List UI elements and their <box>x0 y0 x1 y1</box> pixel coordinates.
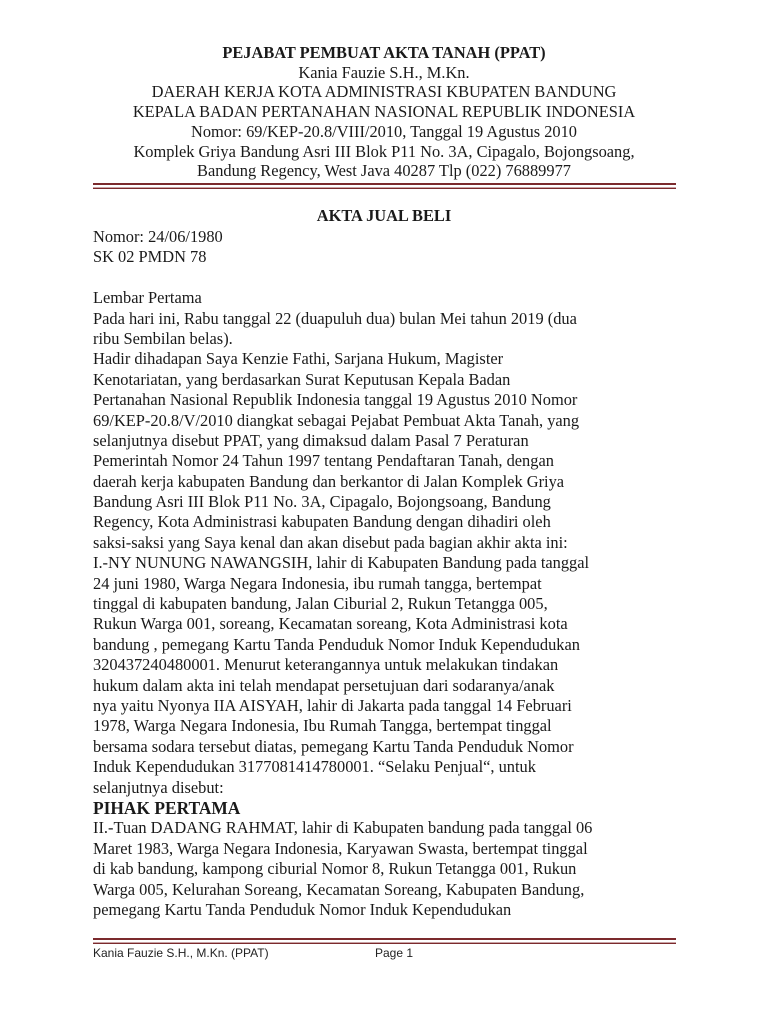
body-line: saksi-saksi yang Saya kenal dan akan disebut pada bagian akhir akta ini: <box>93 532 568 552</box>
letterhead <box>0 43 768 181</box>
body-line: bandung , pemegang Kartu Tanda Penduduk Nomor Induk Kependudukan <box>93 634 580 654</box>
body-line: Bandung Asri III Blok P11 No. 3A, Cipagalo, Bojongsoang, Bandung <box>93 492 551 512</box>
body-line: Pertanahan Nasional Republik Indonesia tanggal 19 Agustus 2010 Nomor <box>93 390 578 410</box>
letterhead-region: DAERAH KERJA KOTA ADMINISTRASI KBUPATEN BANDUNG <box>151 82 617 102</box>
body-line: tinggal di kabupaten bandung, Jalan Ciburial 2, Rukun Tetangga 005, <box>93 594 548 614</box>
document-body <box>93 227 693 920</box>
body-line: Hadir dihadapan Saya Kenzie Fathi, Sarjana Hukum, Magister <box>93 349 504 369</box>
body-line: 1978, Warga Negara Indonesia, Ibu Rumah Tangga, bertempat tinggal <box>93 716 552 736</box>
body-line: Rukun Warga 001, soreang, Kecamatan soreang, Kota Administrasi kota <box>93 614 568 634</box>
body-line: Induk Kependudukan 3177081414780001. “Selaku Penjual“, untuk <box>93 757 536 777</box>
letterhead-name: Kania Fauzie S.H., M.Kn. <box>298 62 470 82</box>
body-line: selanjutnya disebut PPAT, yang dimaksud dalam Pasal 7 Peraturan <box>93 430 529 450</box>
body-line: Maret 1983, Warga Negara Indonesia, Karyawan Swasta, bertempat tinggal <box>93 838 588 858</box>
body-line: 69/KEP-20.8/V/2010 diangkat sebagai Pejabat Pembuat Akta Tanah, yang <box>93 410 580 430</box>
body-line: Lembar Pertama <box>93 288 202 308</box>
body-line: selanjutnya disebut: <box>93 777 224 797</box>
document-title: AKTA JUAL BELI <box>316 206 452 225</box>
body-line: 320437240480001. Menurut keterangannya untuk melakukan tindakan <box>93 655 559 675</box>
letterhead-title: PEJABAT PEMBUAT AKTA TANAH (PPAT) <box>222 43 546 62</box>
footer-author: Kania Fauzie S.H., M.Kn. (PPAT) <box>93 946 269 960</box>
body-line: SK 02 PMDN 78 <box>93 247 207 267</box>
letterhead-address-2: Bandung Regency, West Java 40287 Tlp (022) 76889977 <box>197 161 571 181</box>
footer-divider <box>93 938 676 944</box>
letterhead-decree: Nomor: 69/KEP-20.8/VIII/2010, Tanggal 19 Agustus 2010 <box>191 121 577 141</box>
letterhead-agency: KEPALA BADAN PERTANAHAN NASIONAL REPUBLIK INDONESIA <box>132 102 636 122</box>
header-divider <box>93 183 676 189</box>
body-line: 24 juni 1980, Warga Negara Indonesia, ibu rumah tangga, bertempat <box>93 573 542 593</box>
body-line: daerah kerja kabupaten Bandung dan berkantor di Jalan Komplek Griya <box>93 471 565 491</box>
party-heading: PIHAK PERTAMA <box>93 797 241 818</box>
body-line: bersama sodara tersebut diatas, pemegang Kartu Tanda Penduduk Nomor <box>93 736 574 756</box>
body-line-blank <box>93 268 693 288</box>
body-line: ribu Sembilan belas). <box>93 328 233 348</box>
body-line: Nomor: 24/06/1980 <box>93 227 223 246</box>
page-number: Page 1 <box>375 946 414 960</box>
body-line: Warga 005, Kelurahan Soreang, Kecamatan Soreang, Kabupaten Bandung, <box>93 879 585 899</box>
body-line: Pemerintah Nomor 24 Tahun 1997 tentang Pendaftaran Tanah, dengan <box>93 451 554 471</box>
letterhead-address: Komplek Griya Bandung Asri III Blok P11 No. 3A, Cipagalo, Bojongsoang, <box>133 141 635 161</box>
body-line: I.-NY NUNUNG NAWANGSIH, lahir di Kabupaten Bandung pada tanggal <box>93 553 590 573</box>
body-line: II.-Tuan DADANG RAHMAT, lahir di Kabupaten bandung pada tanggal 06 <box>93 818 593 838</box>
body-line: nya yaitu Nyonya IIA AISYAH, lahir di Jakarta pada tanggal 14 Februari <box>93 695 572 715</box>
body-line: Pada hari ini, Rabu tanggal 22 (duapuluh dua) bulan Mei tahun 2019 (dua <box>93 308 577 328</box>
body-line: Regency, Kota Administrasi kabupaten Bandung dengan dihadiri oleh <box>93 512 551 532</box>
body-line: di kab bandung, kampong ciburial Nomor 8, Rukun Tetangga 001, Rukun <box>93 859 577 879</box>
body-line: pemegang Kartu Tanda Penduduk Nomor Induk Kependudukan <box>93 899 512 919</box>
body-line: hukum dalam akta ini telah mendapat persetujuan dari sodaranya/anak <box>93 675 555 695</box>
body-line: Kenotariatan, yang berdasarkan Surat Keputusan Kepala Badan <box>93 369 511 389</box>
